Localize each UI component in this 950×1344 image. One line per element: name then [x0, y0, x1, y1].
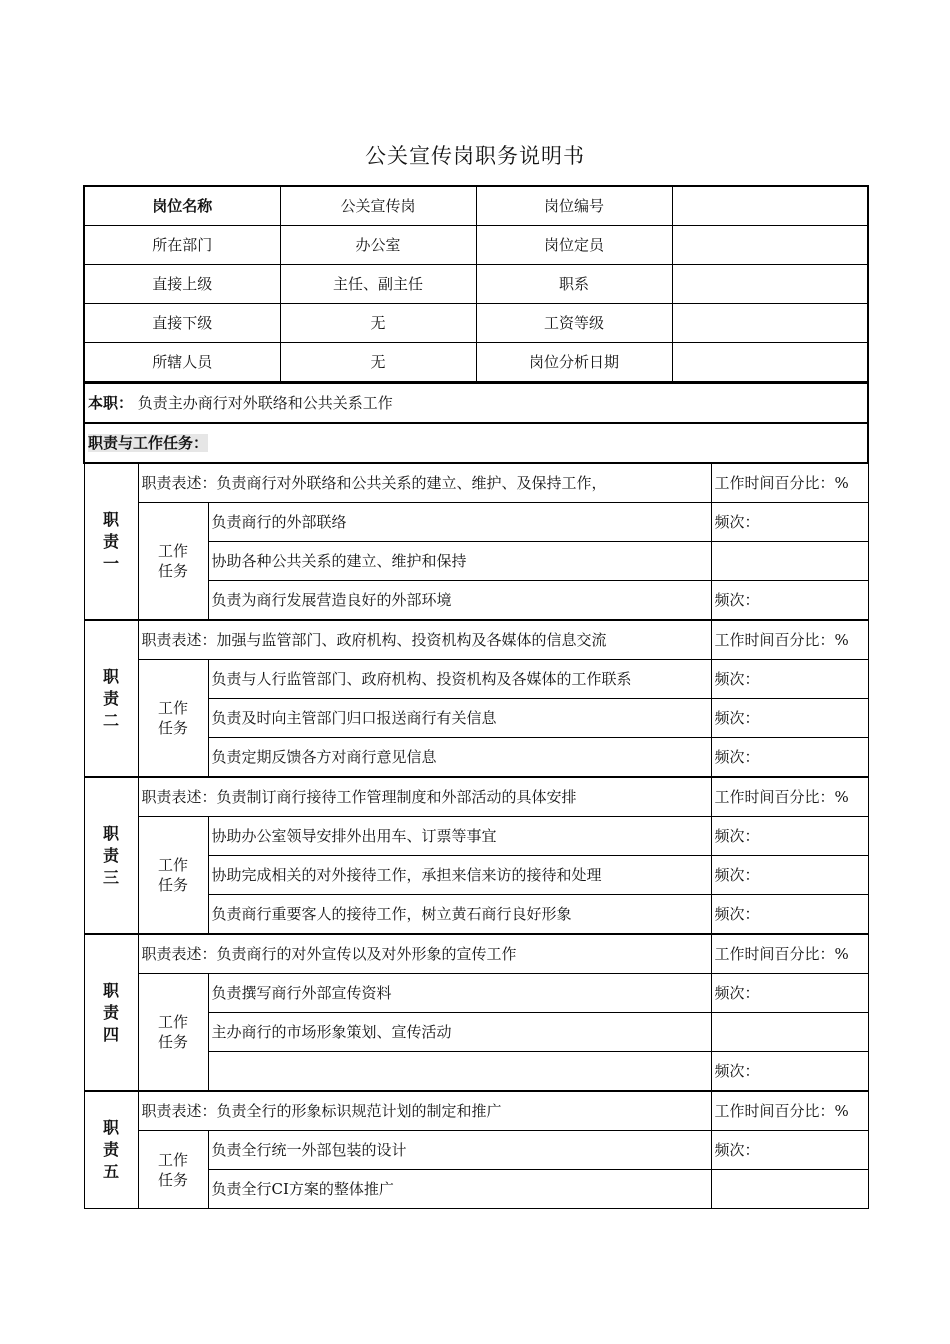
task-frequency: 频次： [711, 895, 868, 935]
duty-name: 职 责 四 [84, 934, 138, 1091]
task-row [84, 503, 868, 542]
info-row [84, 304, 868, 343]
position-info-table [83, 185, 869, 383]
info-label: 直接下级 [84, 304, 280, 343]
task-text: 负责为商行发展营造良好的外部环境 [208, 581, 711, 621]
task-frequency: 频次： [711, 817, 868, 856]
work-time-percent: 工作时间百分比：% [711, 777, 868, 817]
duty-desc-row [84, 1091, 868, 1131]
work-time-percent: 工作时间百分比：% [711, 620, 868, 660]
duties-header-row [84, 423, 868, 463]
work-time-percent: 工作时间百分比：% [711, 463, 868, 503]
task-frequency: 频次： [711, 1052, 868, 1092]
duties-table [83, 382, 869, 1209]
task-label: 工作 任务 [138, 1131, 208, 1209]
duty-desc-row [84, 777, 868, 817]
task-label: 工作 任务 [138, 974, 208, 1092]
info-label: 工资等级 [476, 304, 672, 343]
task-text: 协助各种公共关系的建立、维护和保持 [208, 542, 711, 581]
task-row [84, 974, 868, 1013]
duty-desc-row [84, 934, 868, 974]
task-text: 负责及时向主管部门归口报送商行有关信息 [208, 699, 711, 738]
work-time-percent: 工作时间百分比：% [711, 934, 868, 974]
info-label: 直接上级 [84, 265, 280, 304]
duty-description: 职责表述：负责商行对外联络和公共关系的建立、维护、及保持工作， [138, 463, 711, 503]
task-frequency: 频次： [711, 1131, 868, 1170]
info-row [84, 343, 868, 383]
work-time-percent: 工作时间百分比：% [711, 1091, 868, 1131]
task-row [84, 817, 868, 856]
task-text: 负责撰写商行外部宣传资料 [208, 974, 711, 1013]
info-value: 无 [280, 304, 476, 343]
task-text: 负责与人行监管部门、政府机构、投资机构及各媒体的工作联系 [208, 660, 711, 699]
task-frequency: 频次： [711, 581, 868, 621]
task-label: 工作 任务 [138, 660, 208, 778]
task-text: 协助完成相关的对外接待工作，承担来信来访的接待和处理 [208, 856, 711, 895]
info-label: 岗位分析日期 [476, 343, 672, 383]
info-value: 无 [280, 343, 476, 383]
duties-header: 职责与工作任务： [88, 434, 209, 452]
page-title: 公关宣传岗职务说明书 [365, 144, 585, 168]
duty-desc-row [84, 620, 868, 660]
task-frequency: 频次： [711, 503, 868, 542]
task-label: 工作 任务 [138, 503, 208, 621]
duty-desc-row [84, 463, 868, 503]
info-value [672, 186, 868, 226]
task-frequency [711, 1170, 868, 1209]
task-row [84, 1131, 868, 1170]
info-label: 岗位编号 [476, 186, 672, 226]
task-text: 负责全行统一外部包装的设计 [208, 1131, 711, 1170]
info-label: 岗位名称 [84, 186, 280, 226]
task-row [84, 660, 868, 699]
main-duty-row [84, 383, 868, 423]
main-duty-text: 负责主办商行对外联络和公共关系工作 [137, 394, 393, 412]
info-label: 所在部门 [84, 226, 280, 265]
job-description-form [83, 185, 867, 1209]
duty-description: 职责表述：负责制订商行接待工作管理制度和外部活动的具体安排 [138, 777, 711, 817]
info-value: 办公室 [280, 226, 476, 265]
info-value [672, 265, 868, 304]
info-label: 所辖人员 [84, 343, 280, 383]
info-value [672, 226, 868, 265]
info-label: 职系 [476, 265, 672, 304]
info-label: 岗位定员 [476, 226, 672, 265]
info-value: 主任、副主任 [280, 265, 476, 304]
task-frequency: 频次： [711, 974, 868, 1013]
task-text: 负责商行重要客人的接待工作，树立黄石商行良好形象 [208, 895, 711, 935]
duty-description: 职责表述：加强与监管部门、政府机构、投资机构及各媒体的信息交流 [138, 620, 711, 660]
info-row [84, 226, 868, 265]
task-text: 负责定期反馈各方对商行意见信息 [208, 738, 711, 778]
duty-name: 职 责 一 [84, 463, 138, 620]
task-frequency [711, 1013, 868, 1052]
task-frequency [711, 542, 868, 581]
duty-name: 职 责 二 [84, 620, 138, 777]
task-text: 协助办公室领导安排外出用车、订票等事宜 [208, 817, 711, 856]
task-frequency: 频次： [711, 660, 868, 699]
task-frequency: 频次： [711, 738, 868, 778]
main-duty-label: 本职： [88, 394, 134, 412]
task-frequency: 频次： [711, 856, 868, 895]
info-row [84, 186, 868, 226]
task-text: 主办商行的市场形象策划、宣传活动 [208, 1013, 711, 1052]
duty-description: 职责表述：负责商行的对外宣传以及对外形象的宣传工作 [138, 934, 711, 974]
task-label: 工作 任务 [138, 817, 208, 935]
duty-name: 职 责 五 [84, 1091, 138, 1209]
duty-name: 职 责 三 [84, 777, 138, 934]
task-frequency: 频次： [711, 699, 868, 738]
info-row [84, 265, 868, 304]
duty-description: 职责表述：负责全行的形象标识规范计划的制定和推广 [138, 1091, 711, 1131]
task-text [208, 1052, 711, 1092]
task-text: 负责商行的外部联络 [208, 503, 711, 542]
task-text: 负责全行CI方案的整体推广 [208, 1170, 711, 1209]
info-value [672, 343, 868, 383]
info-value: 公关宣传岗 [280, 186, 476, 226]
info-value [672, 304, 868, 343]
